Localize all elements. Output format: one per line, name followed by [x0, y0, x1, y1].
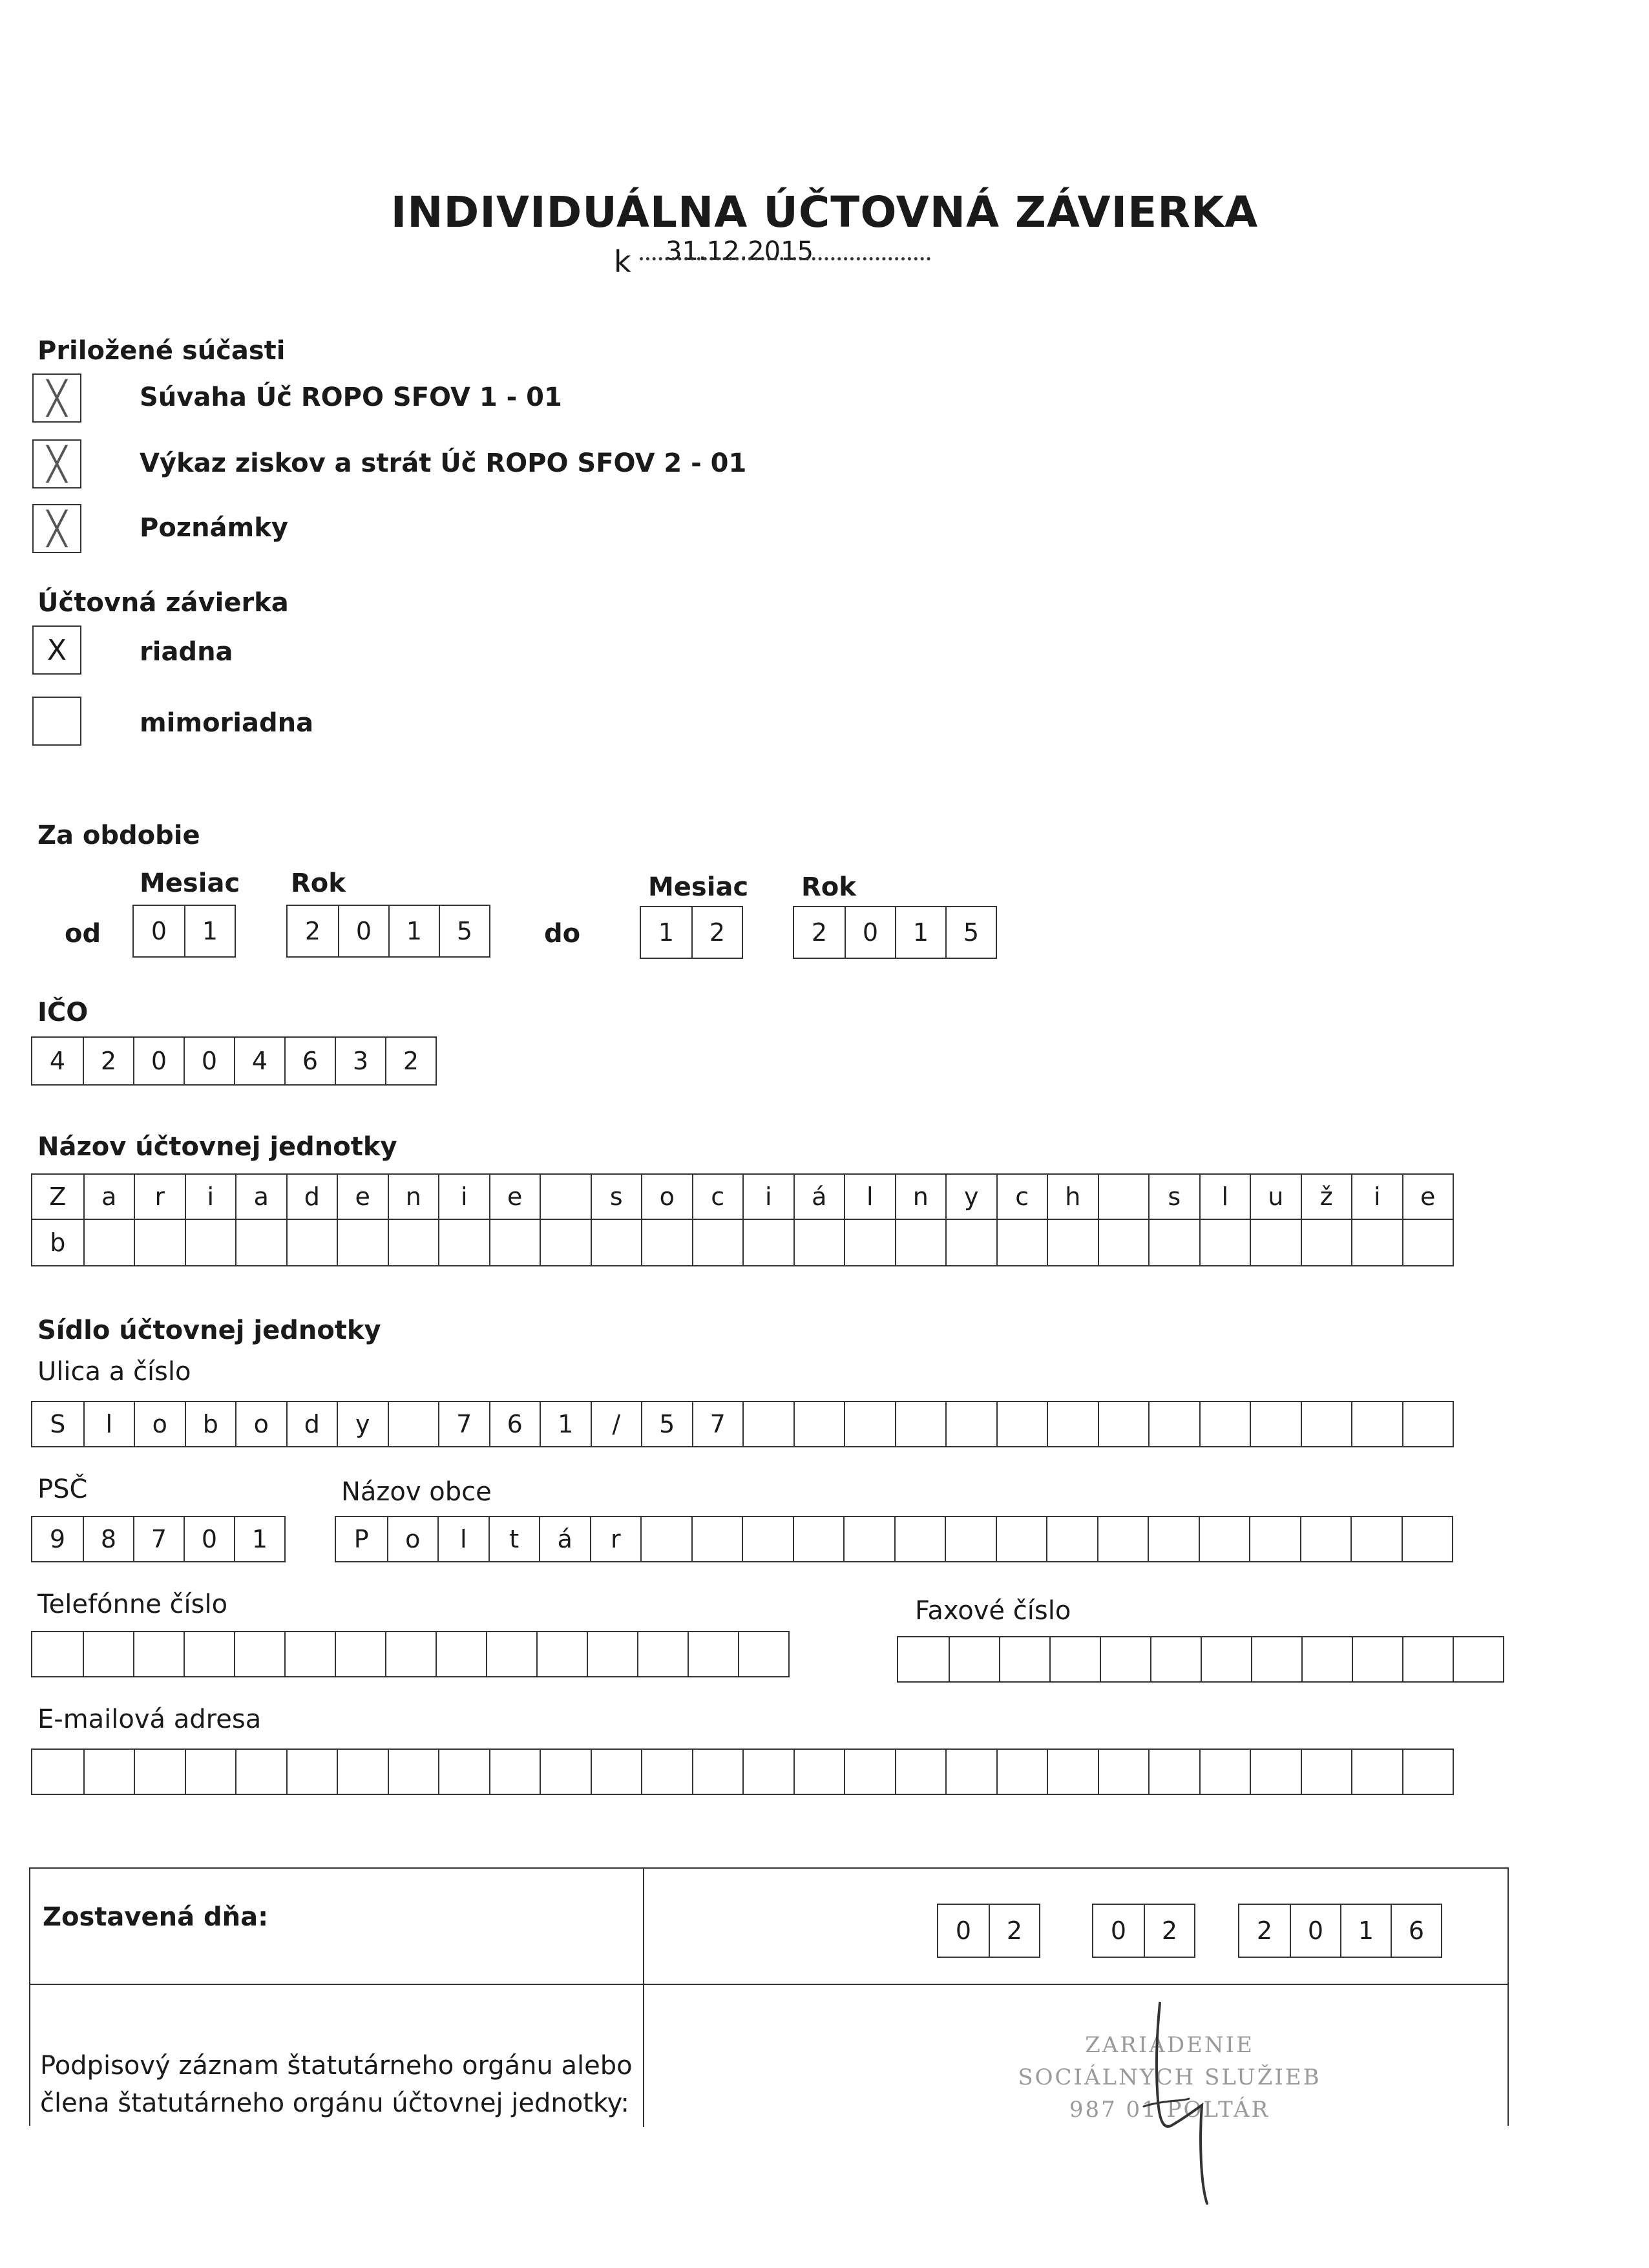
entity-name-cell: [793, 1220, 845, 1265]
email-cell: [83, 1750, 134, 1794]
email-cell: [742, 1750, 793, 1794]
entity-name-cell: [996, 1220, 1047, 1265]
psc-label: PSČ: [37, 1475, 88, 1504]
entity-name-cell: [540, 1220, 591, 1265]
compiled-year-cell: 0: [1290, 1905, 1340, 1957]
stamp-line: 987 01 POLTÁR: [1069, 2097, 1270, 2123]
phone-cell: [284, 1632, 335, 1676]
fax-cell: [1352, 1637, 1402, 1681]
phone-cell: [738, 1632, 788, 1676]
label-poznamky: Poznámky: [140, 513, 288, 543]
street-cell: S: [50, 1410, 66, 1438]
email-cell: [1148, 1750, 1199, 1794]
entity-name-cell: [286, 1220, 337, 1265]
entity-name-cell: [692, 1220, 743, 1265]
compiled-day-field[interactable]: [937, 1904, 1040, 1958]
email-cell: [1402, 1750, 1453, 1794]
psc-cell: 1: [234, 1517, 284, 1561]
ico-cell: 6: [284, 1038, 335, 1084]
entity-name-cell: i: [185, 1175, 236, 1219]
entity-name-cell: [1098, 1220, 1149, 1265]
entity-name-cell: [1250, 1220, 1301, 1265]
fax-field[interactable]: [897, 1636, 1504, 1683]
entity-name-cell: [844, 1220, 895, 1265]
street-cell: o: [235, 1402, 286, 1446]
psc-cell: 0: [184, 1517, 234, 1561]
entity-name-cell: s: [1148, 1175, 1199, 1219]
email-cell: [540, 1750, 591, 1794]
street-cell: d: [286, 1402, 337, 1446]
ico-cell: 4: [234, 1038, 284, 1084]
town-cell: o: [387, 1517, 438, 1561]
fax-cell: [1301, 1637, 1352, 1681]
fax-cell: [1251, 1637, 1301, 1681]
compiled-day-cell: 2: [989, 1905, 1039, 1957]
from-year-cell: 2: [304, 917, 321, 945]
date-line: [614, 236, 814, 279]
date-dotted-line: [640, 257, 930, 260]
entity-name-cell: n: [388, 1175, 439, 1219]
phone-cell: [587, 1632, 637, 1676]
street-label: Ulica a číslo: [37, 1357, 191, 1387]
signature-label-line2: člena štatutárneho orgánu účtovnej jednotky:: [40, 2088, 629, 2118]
town-cell: á: [539, 1517, 590, 1561]
entity-name-cell: c: [996, 1175, 1047, 1219]
entity-name-cell: s: [591, 1175, 642, 1219]
fax-cell: [1402, 1637, 1453, 1681]
street-cell: [793, 1402, 845, 1446]
town-cell: [1300, 1517, 1351, 1561]
entity-name-cell: [1199, 1220, 1250, 1265]
label-vykaz: Výkaz ziskov a strát Úč ROPO SFOV 2 - 01: [140, 448, 747, 478]
from-year-cell: 1: [388, 906, 439, 956]
town-cell: P: [353, 1525, 369, 1553]
email-cell: [895, 1750, 946, 1794]
compiled-year-field[interactable]: [1238, 1904, 1442, 1958]
email-cell: [1250, 1750, 1301, 1794]
email-cell: [286, 1750, 337, 1794]
entity-name-cell: a: [235, 1175, 286, 1219]
email-cell: [489, 1750, 540, 1794]
compiled-day-cell: 0: [955, 1916, 972, 1945]
from-month-label: Mesiac: [140, 868, 240, 898]
to-year-field[interactable]: [793, 906, 997, 959]
town-cell: [1402, 1517, 1453, 1561]
town-cell: l: [437, 1517, 488, 1561]
entity-name-cell: l: [1199, 1175, 1250, 1219]
email-cell: [1047, 1750, 1098, 1794]
street-cell: [1199, 1402, 1250, 1446]
checkbox-poznamky[interactable]: ╳: [32, 504, 81, 553]
checkbox-vykaz[interactable]: ╳: [32, 439, 81, 488]
email-label: E-mailová adresa: [37, 1705, 262, 1734]
phone-cell: [32, 1632, 83, 1676]
ico-label: IČO: [37, 998, 89, 1027]
entity-name-cell: o: [641, 1175, 692, 1219]
psc-cell: 7: [133, 1517, 184, 1561]
entity-name-row: [31, 1173, 1454, 1220]
street-cell: [1301, 1402, 1352, 1446]
to-year-cell: 5: [945, 907, 996, 958]
label-riadna: riadna: [140, 637, 233, 667]
street-cell: [844, 1402, 895, 1446]
entity-name-cell: [185, 1220, 236, 1265]
psc-cell: 8: [83, 1517, 133, 1561]
fax-cell: [1150, 1637, 1201, 1681]
fax-cell: [898, 1637, 949, 1681]
phone-cell: [335, 1632, 385, 1676]
street-cell: 7: [692, 1402, 743, 1446]
compiled-month-cell: 0: [1110, 1916, 1127, 1945]
street-cell: [742, 1402, 793, 1446]
street-cell: [1402, 1402, 1453, 1446]
email-cell: [591, 1750, 642, 1794]
to-year-cell: 0: [845, 907, 895, 958]
label-mimoriadna: mimoriadna: [140, 708, 314, 738]
compiled-month-field[interactable]: [1092, 1904, 1195, 1958]
email-cell: [844, 1750, 895, 1794]
entity-name-cell: [1047, 1220, 1098, 1265]
street-cell: 7: [438, 1402, 489, 1446]
checkbox-mimoriadna[interactable]: [32, 697, 81, 746]
entity-name-cell: [235, 1220, 286, 1265]
email-cell: [641, 1750, 692, 1794]
phone-cell: [385, 1632, 436, 1676]
email-cell: [235, 1750, 286, 1794]
label-suvaha: Súvaha Úč ROPO SFOV 1 - 01: [140, 383, 562, 412]
phone-cell: [133, 1632, 184, 1676]
compiled-year-cell: 1: [1340, 1905, 1391, 1957]
compiled-month-cell: 2: [1144, 1905, 1194, 1957]
from-month-cell: 1: [184, 906, 235, 956]
street-cell: /: [591, 1402, 642, 1446]
street-field[interactable]: [31, 1401, 1454, 1447]
street-cell: [895, 1402, 946, 1446]
phone-cell: [184, 1632, 234, 1676]
fax-cell: [999, 1637, 1049, 1681]
to-year-cell: 2: [811, 918, 828, 947]
entity-name-cell: [1351, 1220, 1402, 1265]
psc-cell: 9: [49, 1525, 66, 1553]
email-cell: [388, 1750, 439, 1794]
entity-name-label: Názov účtovnej jednotky: [37, 1132, 397, 1162]
to-label: do: [544, 919, 581, 949]
entity-name-cell: á: [793, 1175, 845, 1219]
from-month-cell: 0: [151, 917, 167, 945]
entity-name-cell: [1098, 1175, 1149, 1219]
entity-name-cell: u: [1250, 1175, 1301, 1219]
street-cell: 1: [540, 1402, 591, 1446]
street-cell: [945, 1402, 996, 1446]
stamp-line: SOCIÁLNYCH SLUŽIEB: [1018, 2064, 1321, 2090]
town-cell: [1097, 1517, 1148, 1561]
signature-label-line1: Podpisový záznam štatutárneho orgánu alebo: [40, 2051, 633, 2081]
town-cell: [1249, 1517, 1300, 1561]
entity-name-cell: [895, 1220, 946, 1265]
email-cell: [32, 1750, 83, 1794]
street-cell: [1148, 1402, 1199, 1446]
entity-name-cell: [134, 1220, 185, 1265]
street-cell: [1351, 1402, 1402, 1446]
entity-name-cell: [337, 1220, 388, 1265]
phone-cell: [436, 1632, 486, 1676]
ico-cell: 3: [335, 1038, 385, 1084]
from-month-field[interactable]: [132, 905, 236, 958]
entity-name-row: [31, 1220, 1454, 1266]
street-cell: [1098, 1402, 1149, 1446]
entity-name-cell: h: [1047, 1175, 1098, 1219]
to-month-cell: 1: [658, 918, 675, 947]
street-cell: 6: [489, 1402, 540, 1446]
attached-heading: Priložené súčasti: [37, 336, 286, 366]
phone-label: Telefónne číslo: [37, 1590, 228, 1619]
checkbox-riadna[interactable]: X: [32, 625, 81, 675]
date-value[interactable]: 31.12.2015: [666, 236, 814, 266]
street-cell: y: [337, 1402, 388, 1446]
entity-name-cell: i: [438, 1175, 489, 1219]
entity-name-cell: e: [489, 1175, 540, 1219]
phone-cell: [688, 1632, 738, 1676]
entity-name-cell: [591, 1220, 642, 1265]
ico-cell: 0: [184, 1038, 234, 1084]
fax-cell: [949, 1637, 999, 1681]
to-month-cell: 2: [691, 907, 742, 958]
town-cell: [945, 1517, 996, 1561]
date-prefix: k: [614, 244, 631, 279]
phone-cell: [536, 1632, 587, 1676]
ico-cell: 4: [49, 1047, 66, 1075]
entity-name-cell: n: [895, 1175, 946, 1219]
ico-cell: 0: [133, 1038, 184, 1084]
period-heading: Za obdobie: [37, 821, 200, 850]
town-cell: [1199, 1517, 1250, 1561]
entity-name-cell: d: [286, 1175, 337, 1219]
street-cell: o: [134, 1402, 185, 1446]
street-cell: [1047, 1402, 1098, 1446]
town-cell: [640, 1517, 691, 1561]
entity-name-cell: a: [83, 1175, 134, 1219]
fax-cell: [1201, 1637, 1251, 1681]
entity-name-cell: ž: [1301, 1175, 1352, 1219]
phone-cell: [83, 1632, 133, 1676]
entity-name-cell: [489, 1220, 540, 1265]
email-cell: [945, 1750, 996, 1794]
town-cell: [742, 1517, 793, 1561]
from-year-label: Rok: [291, 868, 346, 898]
entity-name-cell: [540, 1175, 591, 1219]
page-title: INDIVIDUÁLNA ÚČTOVNÁ ZÁVIERKA: [390, 187, 1259, 237]
town-cell: [894, 1517, 945, 1561]
town-cell: r: [590, 1517, 641, 1561]
fax-cell: [1453, 1637, 1503, 1681]
entity-name-cell: [388, 1220, 439, 1265]
phone-field[interactable]: [31, 1631, 790, 1677]
from-year-field[interactable]: [286, 905, 490, 958]
town-field[interactable]: [335, 1516, 1453, 1562]
ico-cell: 2: [83, 1038, 133, 1084]
entity-name-field[interactable]: [31, 1173, 1454, 1266]
email-cell: [337, 1750, 388, 1794]
to-month-field[interactable]: [640, 906, 743, 959]
table-divider: [643, 1869, 644, 2127]
compiled-label: Zostavená dňa:: [43, 1902, 269, 1932]
entity-name-cell: b: [50, 1228, 66, 1257]
from-year-cell: 0: [338, 906, 388, 956]
entity-name-cell: [1148, 1220, 1199, 1265]
entity-name-cell: c: [692, 1175, 743, 1219]
town-cell: [1148, 1517, 1199, 1561]
email-cell: [134, 1750, 185, 1794]
entity-name-cell: i: [1351, 1175, 1402, 1219]
psc-field[interactable]: [31, 1516, 286, 1562]
town-cell: t: [488, 1517, 540, 1561]
to-month-label: Mesiac: [648, 872, 749, 902]
street-cell: 5: [641, 1402, 692, 1446]
phone-cell: [486, 1632, 536, 1676]
email-cell: [793, 1750, 845, 1794]
checkbox-suvaha[interactable]: ╳: [32, 373, 81, 423]
entity-name-cell: e: [337, 1175, 388, 1219]
from-label: od: [65, 919, 101, 949]
entity-name-cell: r: [134, 1175, 185, 1219]
street-cell: [1250, 1402, 1301, 1446]
entity-name-cell: i: [742, 1175, 793, 1219]
entity-name-cell: Z: [49, 1182, 67, 1211]
town-cell: [996, 1517, 1047, 1561]
stamp-line: ZARIADENIE: [1085, 2032, 1254, 2058]
entity-name-cell: [1402, 1220, 1453, 1265]
table-divider: [30, 1984, 1507, 1985]
entity-name-cell: e: [1402, 1175, 1453, 1219]
town-cell: [793, 1517, 844, 1561]
ico-field[interactable]: [31, 1036, 437, 1086]
email-cell: [1351, 1750, 1402, 1794]
email-field[interactable]: [31, 1748, 1454, 1795]
ico-cell: 2: [385, 1038, 436, 1084]
phone-cell: [234, 1632, 284, 1676]
fax-cell: [1100, 1637, 1150, 1681]
town-cell: [843, 1517, 894, 1561]
fax-label: Faxové číslo: [915, 1596, 1071, 1626]
handwritten-signature: [1124, 1990, 1279, 2223]
town-cell: [691, 1517, 742, 1561]
phone-cell: [637, 1632, 688, 1676]
town-label: Názov obce: [341, 1477, 492, 1507]
email-cell: [185, 1750, 236, 1794]
entity-name-cell: l: [844, 1175, 895, 1219]
entity-name-cell: [1301, 1220, 1352, 1265]
entity-name-cell: y: [945, 1175, 996, 1219]
from-year-cell: 5: [439, 906, 489, 956]
email-cell: [1098, 1750, 1149, 1794]
closing-heading: Účtovná závierka: [37, 588, 289, 618]
entity-name-cell: [438, 1220, 489, 1265]
street-cell: b: [185, 1402, 236, 1446]
street-cell: [388, 1402, 439, 1446]
email-cell: [438, 1750, 489, 1794]
compiled-year-cell: 6: [1391, 1905, 1441, 1957]
entity-name-cell: [742, 1220, 793, 1265]
entity-name-cell: [83, 1220, 134, 1265]
fax-cell: [1049, 1637, 1100, 1681]
email-cell: [1199, 1750, 1250, 1794]
to-year-cell: 1: [895, 907, 945, 958]
seat-heading: Sídlo účtovnej jednotky: [37, 1316, 381, 1345]
to-year-label: Rok: [801, 872, 856, 902]
street-cell: l: [83, 1402, 134, 1446]
compiled-year-cell: 2: [1256, 1916, 1273, 1945]
email-cell: [996, 1750, 1047, 1794]
entity-name-cell: [641, 1220, 692, 1265]
email-cell: [692, 1750, 743, 1794]
town-cell: [1350, 1517, 1402, 1561]
entity-name-cell: [945, 1220, 996, 1265]
town-cell: [1046, 1517, 1097, 1561]
street-cell: [996, 1402, 1047, 1446]
email-cell: [1301, 1750, 1352, 1794]
